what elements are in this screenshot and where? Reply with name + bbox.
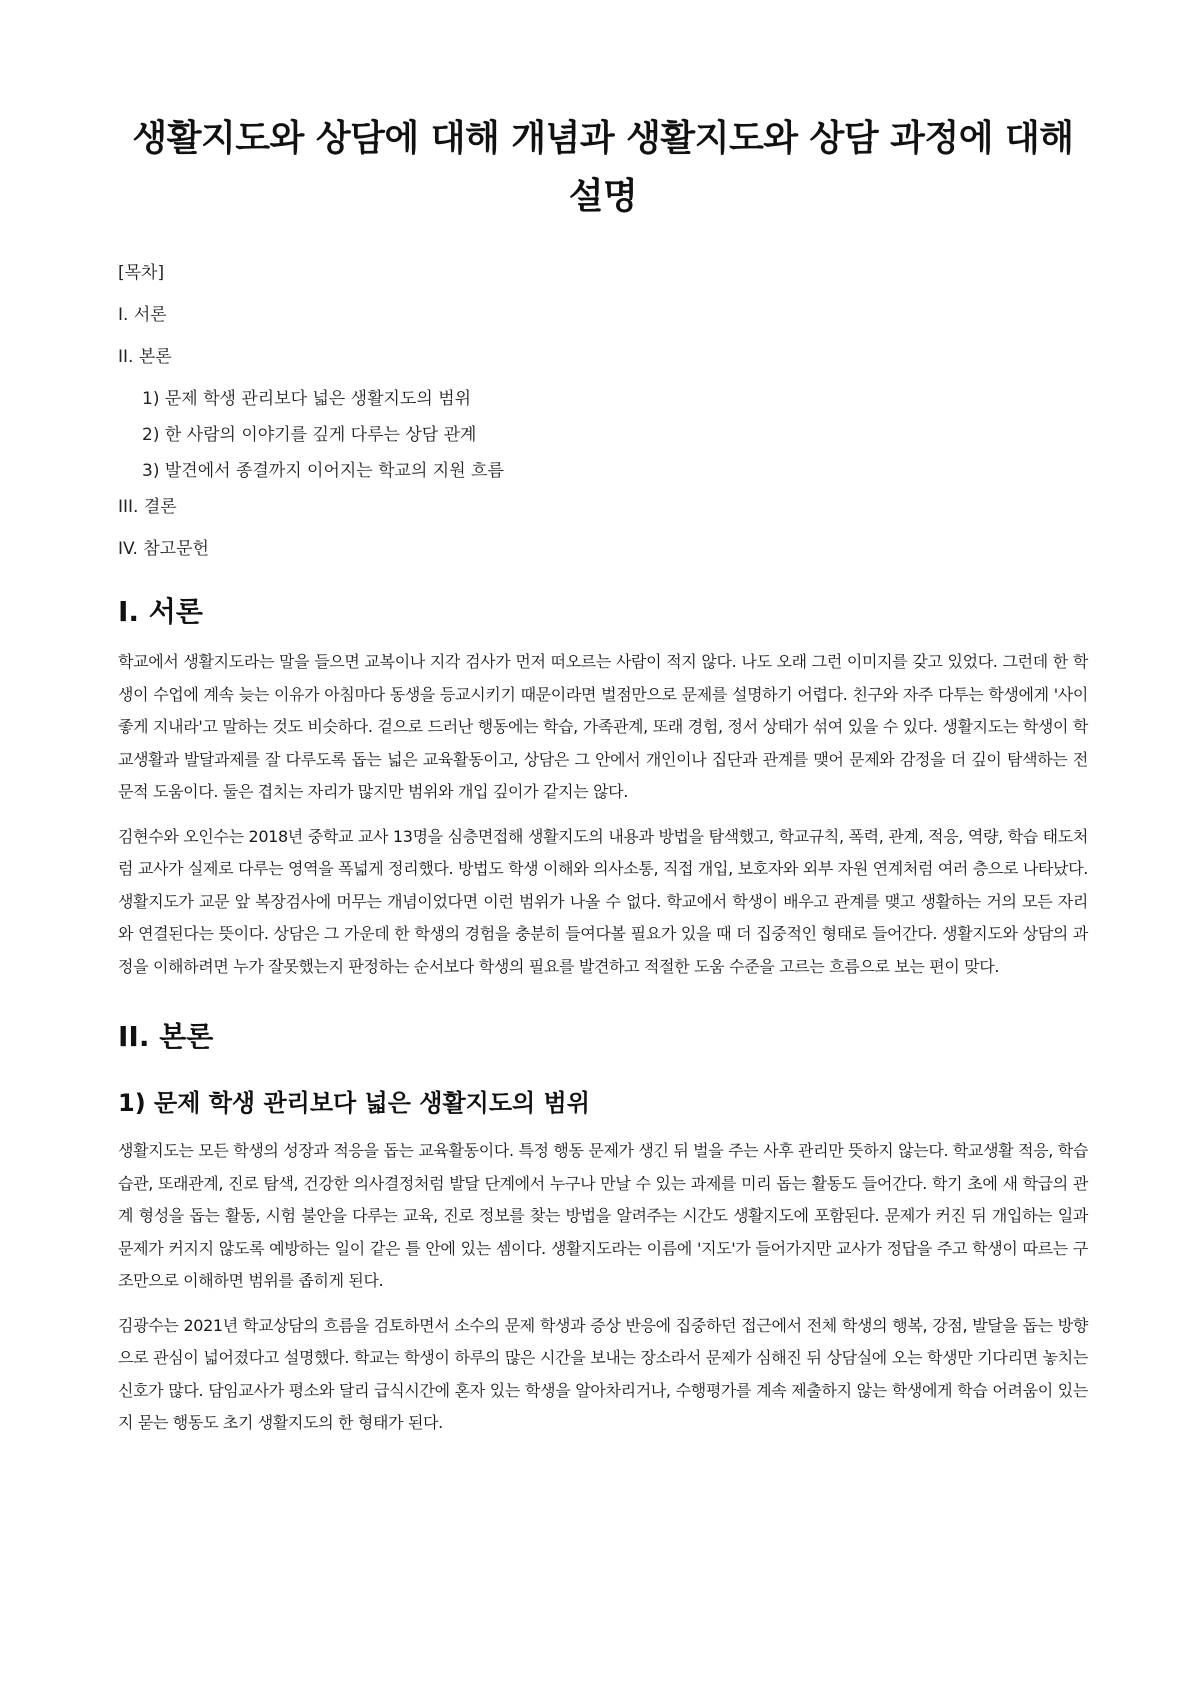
toc-item-body-3: 3) 발견에서 종결까지 이어지는 학교의 지원 흐름 [142,461,504,481]
document-title: 생활지도와 상담에 대해 개념과 생활지도와 상담 과정에 대해 설명 [132,118,1074,217]
section-intro [118,592,1088,983]
toc-item-body-1: 1) 문제 학생 관리보다 넓은 생활지도의 범위 [142,389,472,409]
intro-paragraph-1: 학교에서 생활지도라는 말을 들으면 교복이나 지각 검사가 먼저 떠오르는 사람이 적지 않다. 나도 오래 그런 이미지를 갖고 있었다. 그런데 한 학생이 수업에 계속 늦는 이유가 아침마다 동생을 등교시키기 때문이라면 벌점만으로 문제를 설명하기 어렵다. 친구와 자주 다투는 학생에게 '사이좋게 지내라'고 말하는 것도 비슷하다. 겉으로 드러난 행동에는 학습, 가족관계, 또래 경험, 정서 상태가 섞여 있을 수 있다. 생활지도는 학생이 학교생활과 발달과제를 잘 다루도록 돕는 넓은 교육활동이고, 상담은 그 안에서 개인이나 집단과 관계를 맺어 문제와 감정을 더 깊이 탐색하는 전문적 도움이다. 둘은 겹치는 자리가 많지만 범위와 개입 깊이가 같지는 않다. [118,652,1088,801]
toc-item-references: IV. 참고문헌 [118,539,209,559]
toc-item-conclusion: III. 결론 [118,497,177,517]
toc-item-body: II. 본론 [118,347,172,367]
subsection-title-1: 1) 문제 학생 관리보다 넓은 생활지도의 범위 [118,1089,590,1117]
body-1-paragraph-2: 김광수는 2021년 학교상담의 흐름을 검토하면서 소수의 문제 학생과 증상 반응에 집중하던 접근에서 전체 학생의 행복, 강점, 발달을 돕는 방향으로 관심이 넓어졌다고 설명했다. 학교는 학생이 하루의 많은 시간을 보내는 장소라서 문제가 심해진 뒤 상담실에 오는 학생만 기다리면 놓치는 신호가 많다. 담임교사가 평소와 달리 급식시간에 혼자 있는 학생을 알아차리거나, 수행평가를 계속 제출하지 않는 학생에게 학습 어려움이 있는지 묻는 행동도 초기 생활지도의 한 형태가 된다. [118,1315,1088,1432]
section-title-intro: I. 서론 [118,595,203,628]
section-title-body: II. 본론 [118,1020,214,1053]
body-1-paragraph-1: 생활지도는 모든 학생의 성장과 적응을 돕는 교육활동이다. 특정 행동 문제가 생긴 뒤 벌을 주는 사후 관리만 뜻하지 않는다. 학교생활 적응, 학습 습관, 또래관계, 진로 탐색, 건강한 의사결정처럼 발달 단계에서 누구나 만날 수 있는 과제를 미리 돕는 활동도 들어간다. 학기 초에 새 학급의 관계 형성을 돕는 활동, 시험 불안을 다루는 교육, 진로 정보를 찾는 방법을 알려주는 시간도 생활지도에 포함된다. 문제가 커진 뒤 개입하는 일과 문제가 커지지 않도록 예방하는 일이 같은 틀 안에 있는 셈이다. 생활지도라는 이름에 '지도'가 들어가지만 교사가 정답을 주고 학생이 따르는 구조만으로 이해하면 범위를 좁히게 된다. [118,1141,1088,1290]
table-of-contents [118,262,1088,560]
toc-item-body-2: 2) 한 사람의 이야기를 깊게 다루는 상담 관계 [142,425,477,445]
intro-paragraph-2: 김현수와 오인수는 2018년 중학교 교사 13명을 심층면접해 생활지도의 내용과 방법을 탐색했고, 학교규칙, 폭력, 관계, 적응, 역량, 학습 태도처럼 교사가 실제로 다루는 영역을 폭넓게 정리했다. 방법도 학생 이해와 의사소통, 직접 개입, 보호자와 외부 자원 연계처럼 여러 층으로 나타났다. 생활지도가 교문 앞 복장검사에 머무는 개념이었다면 이런 범위가 나올 수 없다. 학교에서 학생이 배우고 관계를 맺고 생활하는 거의 모든 자리와 연결된다는 뜻이다. 상담은 그 가운데 한 학생의 경험을 충분히 들여다볼 필요가 있을 때 더 집중적인 형태로 들어간다. 생활지도와 상담의 과정을 이해하려면 누가 잘못했는지 판정하는 순서보다 학생의 필요를 발견하고 적절한 도움 수준을 고르는 흐름으로 보는 편이 맞다. [118,826,1088,976]
section-body [118,1017,1088,1440]
toc-heading: [목차] [118,263,165,283]
toc-item-intro: I. 서론 [118,305,167,325]
